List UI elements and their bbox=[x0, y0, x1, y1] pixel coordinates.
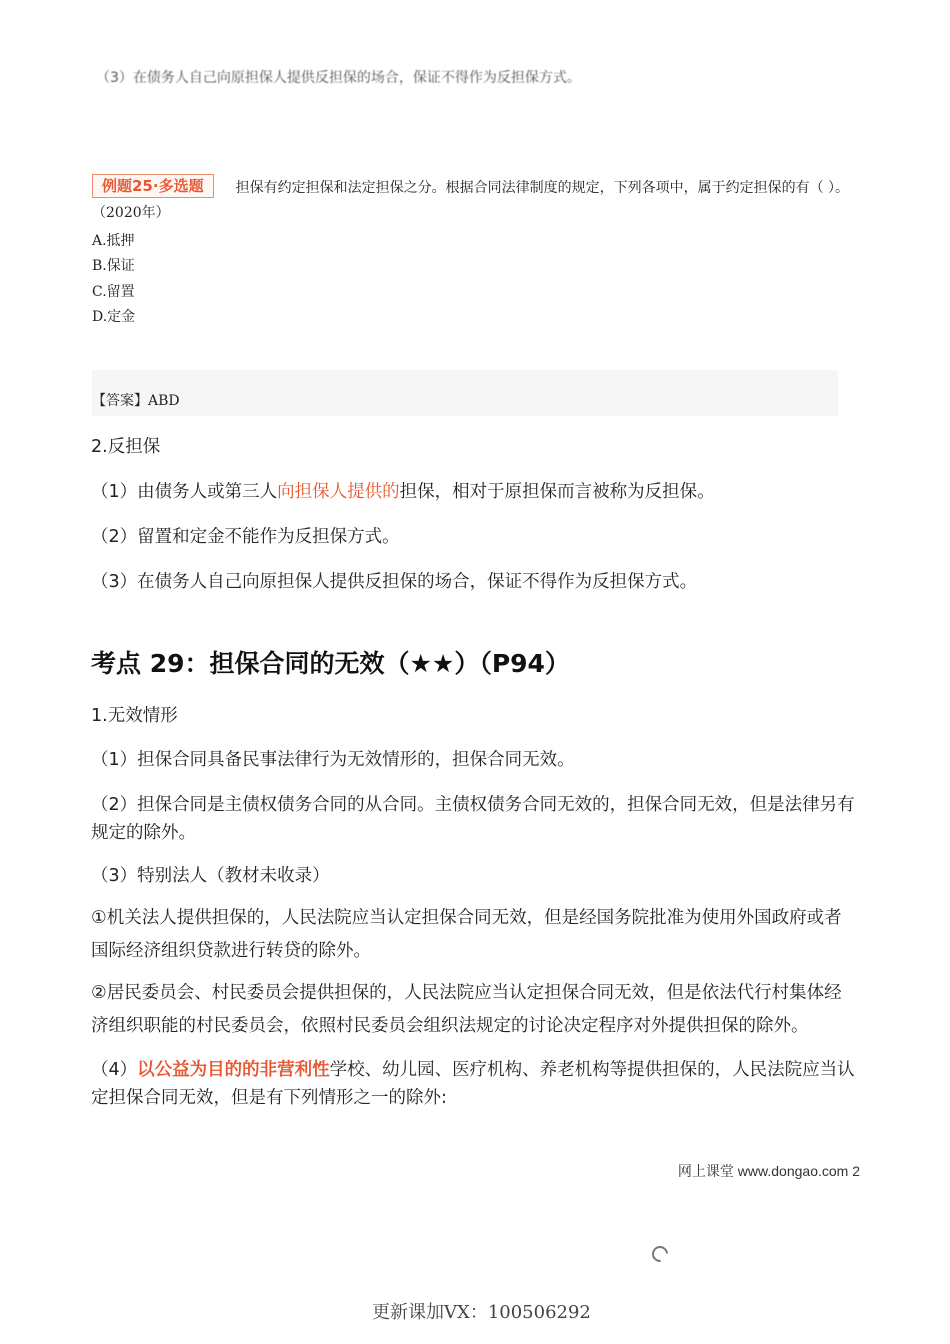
option-c: C.留置 bbox=[92, 284, 135, 300]
highlight-text: 以公益为目的的非营利性 bbox=[137, 1060, 330, 1080]
cut-off-text-bottom: 更新课加VX：100506292 bbox=[372, 1302, 591, 1323]
answer-text: 【答案】ABD bbox=[92, 393, 180, 409]
option-b: B.保证 bbox=[92, 258, 135, 274]
section-p1: （1）担保合同具备民事法律行为无效情形的，担保合同无效。 bbox=[91, 750, 575, 770]
page-footer: 网上课堂 www.dongao.com 2 bbox=[677, 1163, 860, 1179]
counter-guarantee-p2: （2）留置和定金不能作为反担保方式。 bbox=[91, 527, 400, 547]
section-sub-heading: 1.无效情形 bbox=[91, 706, 178, 726]
example-tag: 例题25·多选题 bbox=[92, 174, 214, 198]
option-a: A.抵押 bbox=[92, 233, 135, 249]
counter-guarantee-p3: （3）在债务人自己向原担保人提供反担保的场合，保证不得作为反担保方式。 bbox=[91, 572, 698, 592]
cut-off-text-top: （3）在债务人自己向原担保人提供反担保的场合，保证不得作为反担保方式。 bbox=[96, 70, 581, 86]
example-question bbox=[92, 174, 852, 226]
counter-guarantee-heading: 2.反担保 bbox=[91, 437, 161, 457]
option-d: D.定金 bbox=[92, 309, 136, 325]
section-p4: ①机关法人提供担保的，人民法院应当认定担保合同无效，但是经国务院批准为使用外国政府或者国际经济组织贷款进行转贷的除外。 bbox=[91, 908, 842, 961]
section-title: 考点 29：担保合同的无效（★★）（P94） bbox=[91, 649, 570, 678]
watermark-icon bbox=[649, 1243, 672, 1266]
section-p2: （2）担保合同是主债权债务合同的从合同。主债权债务合同无效的，担保合同无效，但是法律另有规定的除外。 bbox=[91, 795, 855, 843]
highlight-text: 向担保人提供的 bbox=[277, 482, 400, 502]
answer-box bbox=[92, 370, 838, 416]
section-p3: （3）特别法人（教材未收录） bbox=[91, 866, 330, 886]
section-p5: ②居民委员会、村民委员会提供担保的，人民法院应当认定担保合同无效，但是依法代行村集体经济组织职能的村民委员会，依照村民委员会组织法规定的讨论决定程序对外提供担保的除外。 bbox=[91, 983, 842, 1036]
example-question-text: 担保有约定担保和法定担保之分。根据合同法律制度的规定，下列各项中，属于约定担保的有（ ）。（2020年） bbox=[92, 180, 850, 221]
counter-guarantee-p1: （1）由债务人或第三人向担保人提供的担保，相对于原担保而言被称为反担保。 bbox=[91, 482, 715, 502]
section-p6: （4）以公益为目的的非营利性学校、幼儿园、医疗机构、养老机构等提供担保的，人民法院应当认定担保合同无效，但是有下列情形之一的除外: bbox=[91, 1060, 855, 1108]
